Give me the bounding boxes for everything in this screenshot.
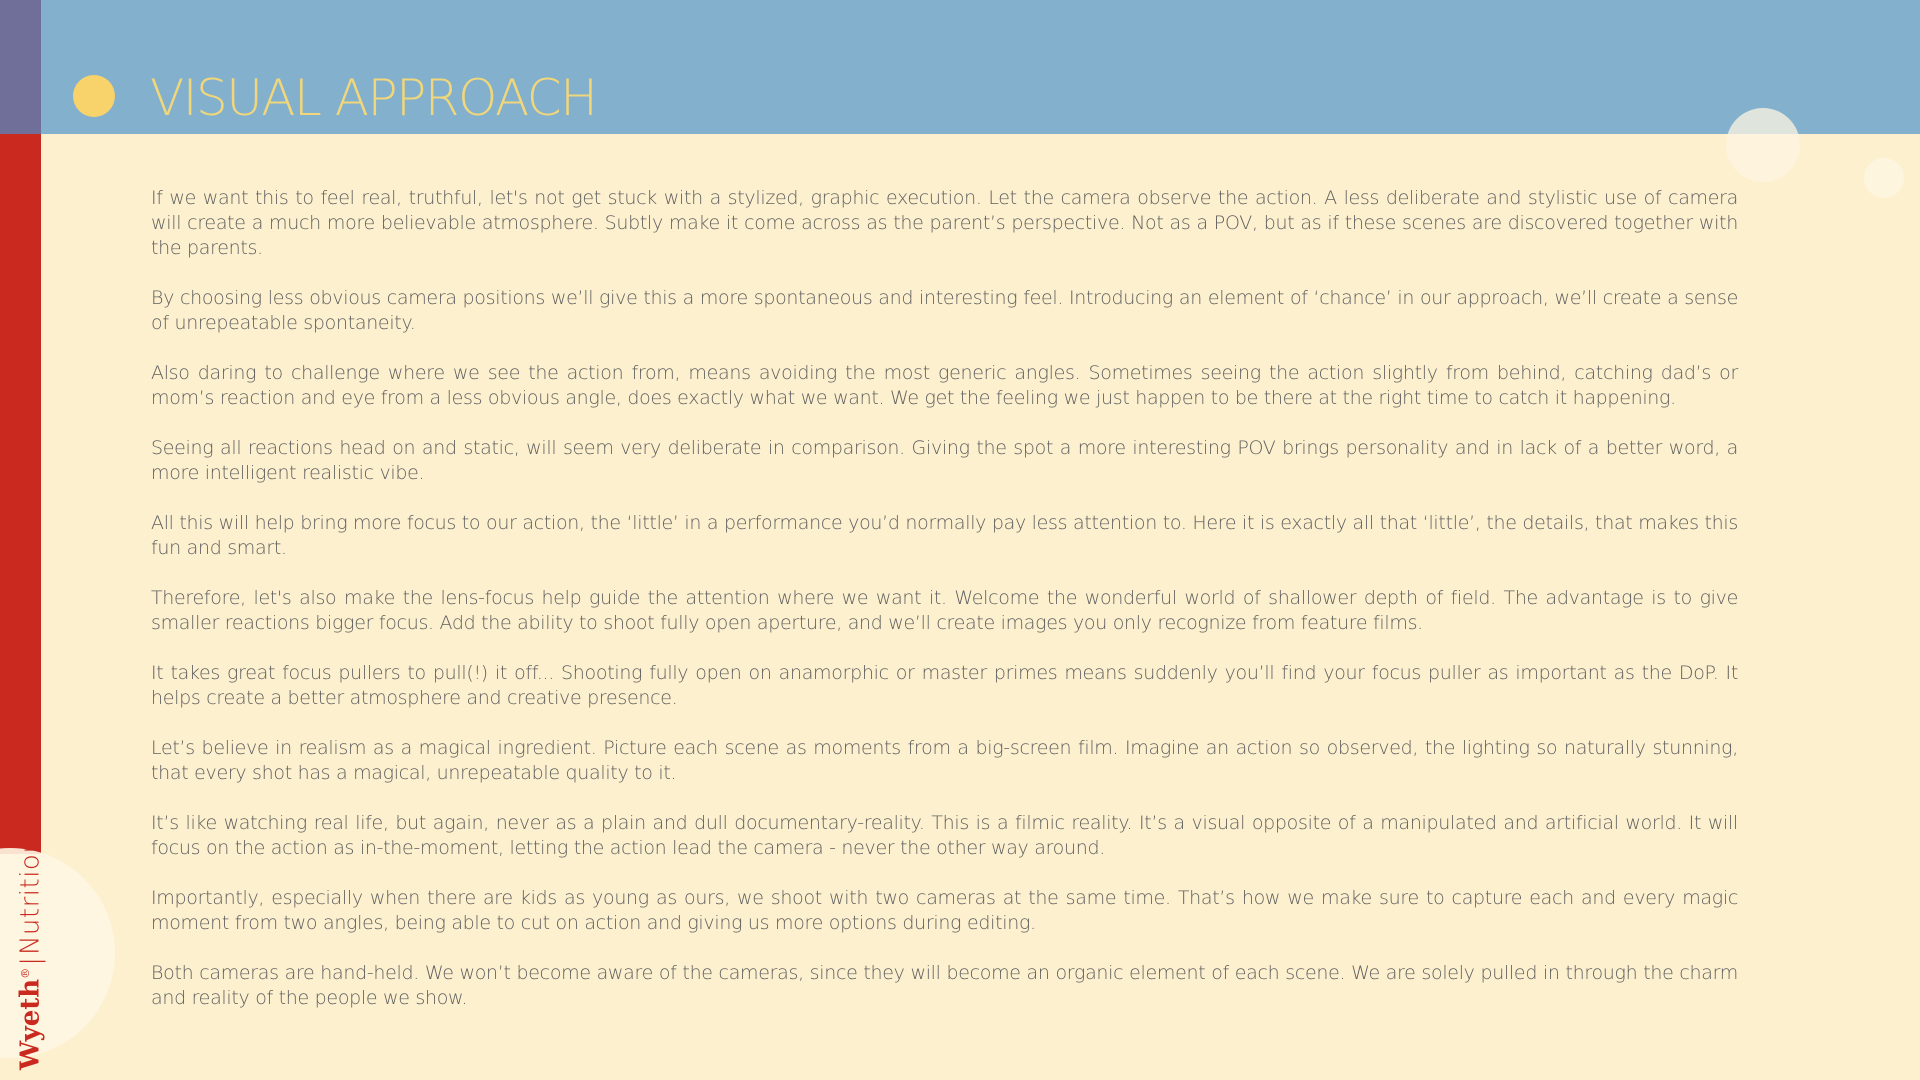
body-text (151, 186, 1738, 1036)
paragraph: Therefore, let's also make the lens-focus help guide the attention where we want it. Welcome the wonderful world of shallower depth of field. The advantage is to give smaller reactions bigger focus. Add the ability to shoot fully open aperture, and we’ll create images you only recognize from feature films. (151, 587, 1738, 634)
decorative-circle (1864, 158, 1904, 198)
logo-subbrand: Nutrition (15, 836, 46, 956)
paragraph: It’s like watching real life, but again, never as a plain and dull documentary-reality. This is a filmic reality. It’s a visual opposite of a manipulated and artificial world. It will focus on the action as in-the-moment, letting the action lead the camera - never the other way around. (151, 812, 1738, 859)
header-accent-block (0, 0, 41, 134)
wyeth-nutrition-logo (2, 837, 50, 1070)
bullet-dot-icon (73, 75, 115, 117)
page-title: VISUAL APPROACH (150, 69, 597, 127)
paragraph: Importantly, especially when there are kids as young as ours, we shoot with two cameras at the same time. That’s how we make sure to capture each and every magic moment from two angles, being able to cut on action and giving us more options during editing. (151, 887, 1738, 934)
paragraph: If we want this to feel real, truthful, let's not get stuck with a stylized, graphic execution. Let the camera observe the action. A less deliberate and stylistic use of camera will create a much more believable atmosphere. Subtly make it come across as the parent’s perspective. Not as a POV, but as if these scenes are discovered together with the parents. (151, 187, 1738, 259)
paragraph: By choosing less obvious camera positions we’ll give this a more spontaneous and interesting feel. Introducing an element of ‘chance’ in our approach, we’ll create a sense of unrepeatable spontaneity. (151, 287, 1738, 334)
paragraph: Also daring to challenge where we see the action from, means avoiding the most generic angles. Sometimes seeing the action slightly from behind, catching dad’s or mom’s reaction and eye from a less obvious angle, does exactly what we want. We get the feeling we just happen to be there at the right time to catch it happening. (151, 362, 1738, 409)
logo-brand: Wyeth (15, 978, 46, 1070)
paragraph: Both cameras are hand-held. We won’t become aware of the cameras, since they will become an organic element of each scene. We are solely pulled in through the charm and reality of the people we show. (151, 962, 1738, 1009)
paragraph: All this will help bring more focus to our action, the ‘little’ in a performance you’d normally pay less attention to. Here it is exactly all that ‘little’, the details, that makes this fun and smart. (151, 512, 1738, 559)
side-accent-strip (0, 134, 41, 854)
logo-separator: | (15, 957, 46, 966)
paragraph: It takes great focus pullers to pull(!) it off... Shooting fully open on anamorphic or master primes means suddenly you’ll find your focus puller as important as the DoP. It helps create a better atmosphere and creative presence. (151, 662, 1738, 709)
paragraph: Let’s believe in realism as a magical ingredient. Picture each scene as moments from a big-screen film. Imagine an action so observed, the lighting so naturally stunning, that every shot has a magical, unrepeatable quality to it. (151, 737, 1738, 784)
decorative-circle (1726, 108, 1800, 182)
paragraph: Seeing all reactions head on and static, will seem very deliberate in comparison. Giving the spot a more interesting POV brings personality and in lack of a better word, a more intelligent realistic vibe. (151, 437, 1738, 484)
logo-registered-mark: ® (19, 967, 32, 979)
